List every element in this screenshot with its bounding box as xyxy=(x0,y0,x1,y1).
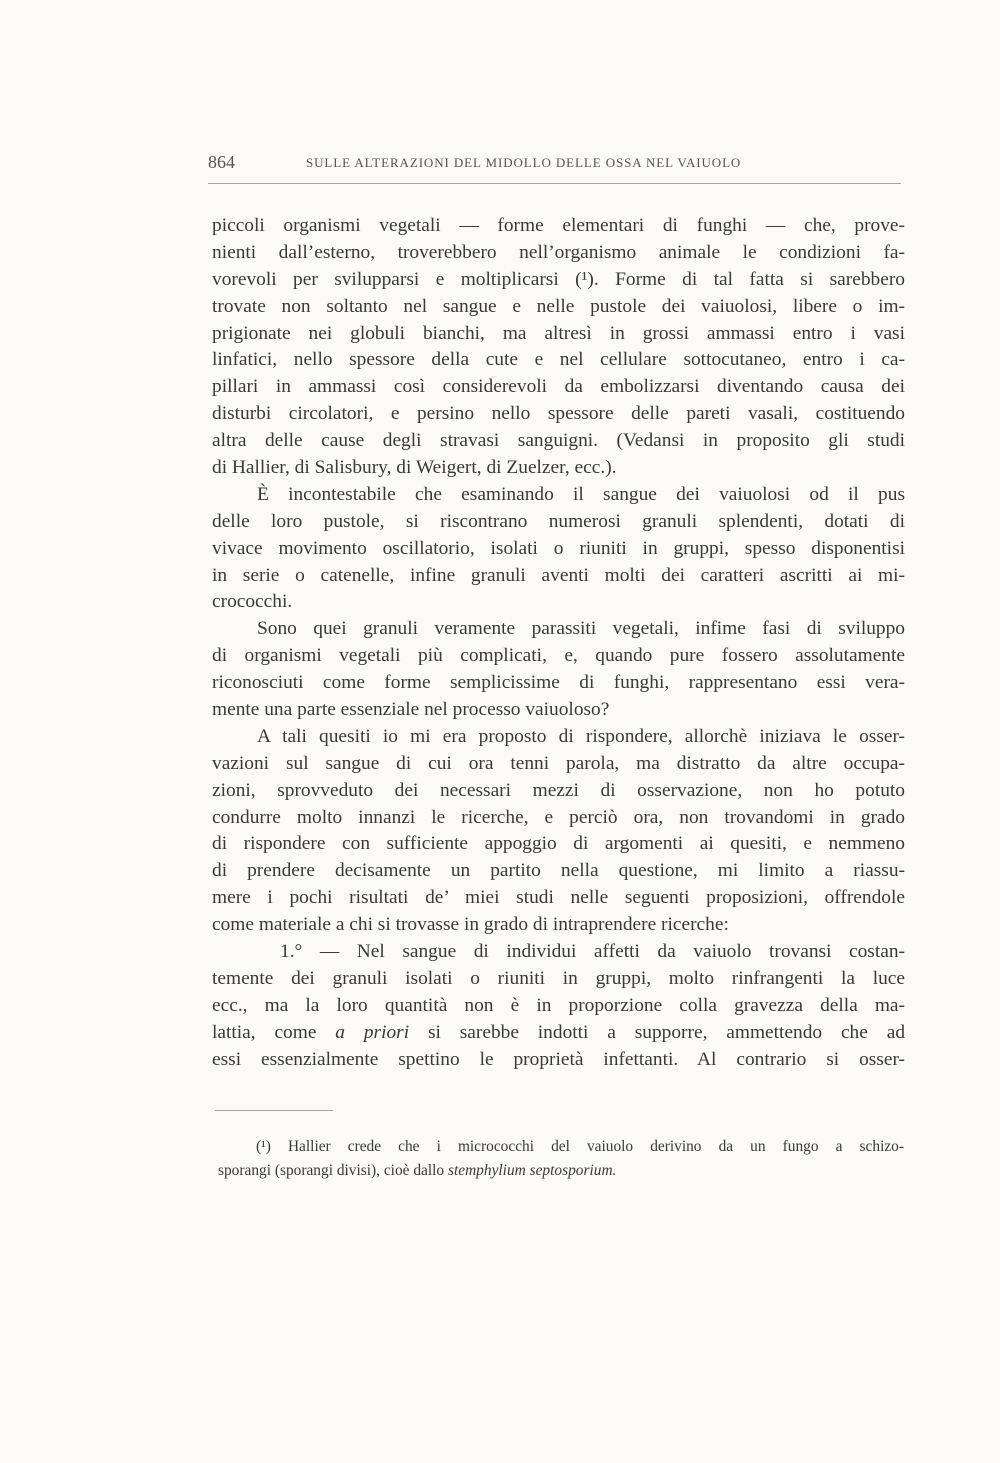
page xyxy=(208,150,906,1074)
running-title: SULLE ALTERAZIONI DEL MIDOLLO DELLE OSSA NEL VAIUOLO xyxy=(306,155,742,170)
text-line: nienti dall’esterno, troverebbero nell’organismo animale le condizioni fa- xyxy=(212,241,905,263)
page-number: 864 xyxy=(208,152,235,172)
text-line: condurre molto innanzi le ricerche, e perciò ora, non trovandomi in grado xyxy=(212,806,905,828)
italic-phrase: a priori xyxy=(335,1021,410,1043)
text-line: vazioni sul sangue di cui ora tenni parola, ma distratto da altre occupa- xyxy=(212,752,905,774)
text-line: di prendere decisamente un partito nella questione, mi limito a riassu- xyxy=(212,860,905,882)
text-line: Sono quei granuli veramente parassiti vegetali, infime fasi di sviluppo xyxy=(257,618,905,640)
footnote-line: sporangi (sporangi divisi), cioè dallo stemphylium septosporium. xyxy=(218,1162,617,1179)
text-line: crococchi. xyxy=(212,591,293,613)
text-line: vorevoli per svilupparsi e moltiplicarsi (¹). Forme di tal fatta si sarebbero xyxy=(212,268,905,290)
italic-phrase: stemphylium septosporium. xyxy=(447,1162,617,1179)
text-line: delle loro pustole, si riscontrano numerosi granuli splendenti, dotati di xyxy=(212,510,905,532)
text-line: riconosciuti come forme semplicissime di funghi, rappresentano essi vera- xyxy=(212,672,905,694)
text-line: di organismi vegetali più complicati, e, quando pure fossero assolutamente xyxy=(212,645,905,667)
text-line italic-line: lattia, come a priori si sarebbe indotti a supporre, ammettendo che ad xyxy=(212,1021,906,1043)
text-line: piccoli organismi vegetali — forme elementari di funghi — che, prove- xyxy=(212,215,905,236)
header-rule xyxy=(208,183,901,184)
text-line: di Hallier, di Salisbury, di Weigert, di Zuelzer, ecc.). xyxy=(212,457,617,479)
text-line: disturbi circolatori, e persino nello spessore delle pareti vasali, costituendo xyxy=(212,403,905,425)
text-line: mente una parte essenziale nel processo vaiuoloso? xyxy=(212,699,610,721)
footnote-rule xyxy=(215,1110,333,1111)
text-line: prigionate nei globuli bianchi, ma altresì in grossi ammassi entro i vasi xyxy=(212,322,905,344)
text-line: zioni, sprovveduto dei necessari mezzi di osservazione, non ho potuto xyxy=(212,779,905,801)
text-line: linfatici, nello spessore della cute e nel cellulare sottocutaneo, entro i ca- xyxy=(212,349,905,371)
body-text xyxy=(212,213,905,1074)
text-line: trovate non soltanto nel sangue e nelle pustole dei vaiuolosi, libere o im- xyxy=(212,295,905,317)
text-line: di rispondere con sufficiente appoggio di argomenti ai quesiti, e nemmeno xyxy=(212,833,905,855)
text-line: È incontestabile che esaminando il sangue dei vaiuolosi od il pus xyxy=(257,483,905,505)
text-line: A tali quesiti io mi era proposto di rispondere, allorchè iniziava le osser- xyxy=(257,725,905,747)
text-line: mere i pochi risultati de’ miei studi nelle seguenti proposizioni, offrendole xyxy=(212,887,905,909)
text-line: ecc., ma la loro quantità non è in proporzione colla gravezza della ma- xyxy=(212,994,905,1016)
text-line: vivace movimento oscillatorio, isolati o riuniti in gruppi, spesso disponentisi xyxy=(212,537,905,559)
running-head xyxy=(208,150,905,184)
text-line: come materiale a chi si trovasse in grado di intraprendere ricerche: xyxy=(212,914,729,936)
text-line: 1.° — Nel sangue di individui affetti da vaiuolo trovansi costan- xyxy=(280,941,905,963)
footnotes xyxy=(218,1135,904,1183)
text-line: essi essenzialmente spettino le proprietà infettanti. Al contrario si osser- xyxy=(212,1048,905,1070)
footnote-line: (¹) Hallier crede che i micrococchi del vaiuolo derivino da un fungo a schizo- xyxy=(256,1138,904,1155)
text-line: temente dei granuli isolati o riuniti in gruppi, molto rinfrangenti la luce xyxy=(212,967,905,989)
text-line: altra delle cause degli stravasi sanguigni. (Vedansi in proposito gli studi xyxy=(212,430,905,452)
text-line: in serie o catenelle, infine granuli aventi molti dei caratteri ascritti ai mi- xyxy=(212,564,905,586)
text-line: pillari in ammassi così considerevoli da embolizzarsi diventando causa dei xyxy=(212,376,905,398)
